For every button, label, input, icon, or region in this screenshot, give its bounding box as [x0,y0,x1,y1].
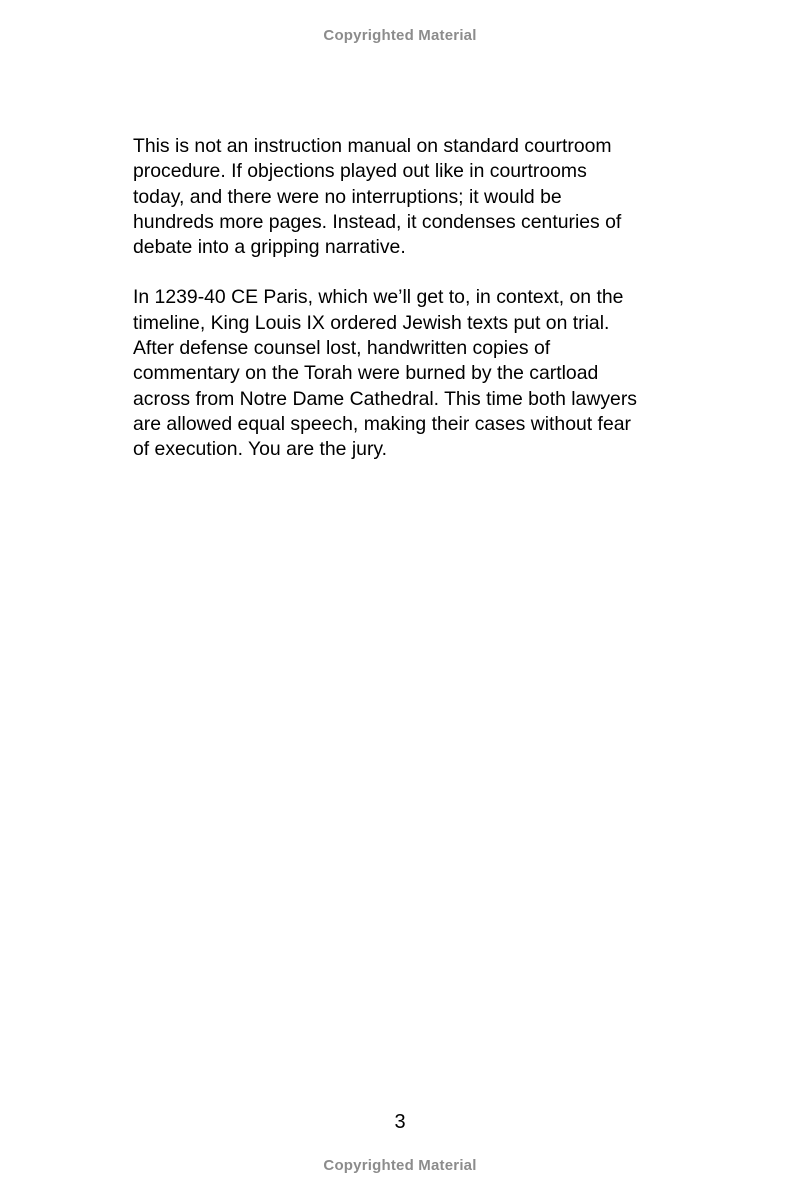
text-line: of execution. You are the jury. [133,438,388,461]
text-line: This is not an instruction manual on standard courtroom [133,135,612,157]
copyright-watermark-top: Copyrighted Material [323,27,477,44]
paragraph-2 [133,285,673,462]
text-line: In 1239-40 CE Paris, which we’ll get to, in context, on the [133,286,624,309]
text-line: are allowed equal speech, making their cases without fear [133,412,631,435]
text-line: debate into a gripping narrative. [133,236,406,259]
copyright-watermark-bottom: Copyrighted Material [323,1157,477,1174]
text-line: today, and there were no interruptions; it would be [133,185,562,208]
text-line: procedure. If objections played out like in courtrooms [133,160,587,183]
text-line: hundreds more pages. Instead, it condenses centuries of [133,210,622,233]
text-line: timeline, King Louis IX ordered Jewish texts put on trial. [133,311,610,334]
body-text [133,134,673,488]
page-number: 3 [394,1111,406,1133]
text-line: After defense counsel lost, handwritten copies of [133,337,551,360]
text-line: commentary on the Torah were burned by the cartload [133,362,599,385]
text-line: across from Notre Dame Cathedral. This time both lawyers [133,387,637,410]
paragraph-1 [133,134,673,260]
